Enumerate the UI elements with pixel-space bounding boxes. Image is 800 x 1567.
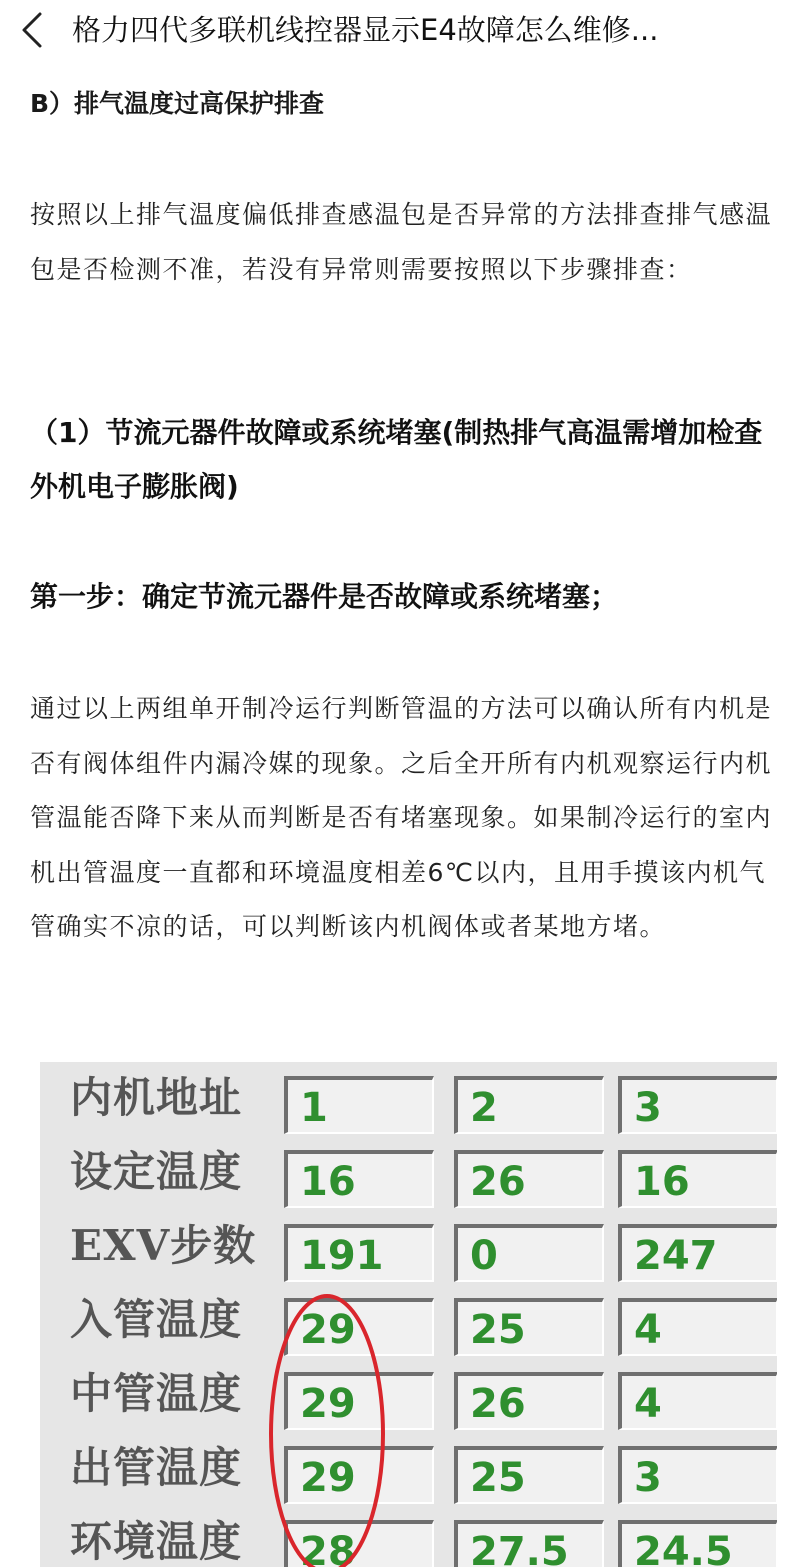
value-cell bbox=[618, 1076, 777, 1134]
row-label: 设定温度 bbox=[70, 1147, 243, 1196]
value-cell bbox=[618, 1150, 777, 1208]
cell-value: 2 bbox=[470, 1085, 498, 1131]
value-cell bbox=[454, 1150, 604, 1208]
value-cell bbox=[284, 1224, 434, 1282]
value-cell bbox=[618, 1298, 777, 1356]
value-cell bbox=[284, 1372, 434, 1430]
cell-value: 26 bbox=[470, 1159, 526, 1205]
cell-value: 24.5 bbox=[634, 1529, 733, 1567]
cell-value: 247 bbox=[634, 1233, 718, 1279]
value-cell bbox=[454, 1224, 604, 1282]
cell-value: 1 bbox=[300, 1085, 328, 1131]
section-title: B）排气温度过高保护排查 bbox=[30, 89, 325, 118]
page-title: 格力四代多联机线控器显示E4故障怎么维修... bbox=[72, 13, 659, 47]
row-label: EXV步数 bbox=[70, 1221, 257, 1270]
top-bar bbox=[0, 0, 800, 62]
article-paragraph-1: 按照以上排气温度偏低排查感温包是否异常的方法排查排气感温包是否检测不准，若没有异常则需要按照以下步骤排查： bbox=[30, 200, 773, 284]
cell-value: 3 bbox=[634, 1455, 662, 1501]
cell-value: 26 bbox=[470, 1381, 526, 1427]
table-row bbox=[40, 1062, 777, 1136]
article-heading-2: 第一步：确定节流元器件是否故障或系统堵塞； bbox=[30, 580, 619, 613]
value-cell bbox=[284, 1076, 434, 1134]
cell-value: 29 bbox=[300, 1455, 356, 1501]
row-label: 环境温度 bbox=[70, 1517, 243, 1566]
value-cell bbox=[454, 1520, 604, 1567]
cell-value: 28 bbox=[300, 1529, 356, 1567]
row-label: 出管温度 bbox=[70, 1443, 243, 1492]
value-cell bbox=[454, 1076, 604, 1134]
cell-value: 29 bbox=[300, 1307, 356, 1353]
value-cell bbox=[454, 1446, 604, 1504]
cell-value: 27.5 bbox=[470, 1529, 569, 1567]
cell-value: 4 bbox=[634, 1381, 662, 1427]
table-row bbox=[40, 1432, 777, 1506]
value-cell bbox=[284, 1150, 434, 1208]
table-row bbox=[40, 1506, 777, 1567]
value-cell bbox=[284, 1446, 434, 1504]
value-cell bbox=[284, 1298, 434, 1356]
table-row bbox=[40, 1136, 777, 1210]
row-label: 中管温度 bbox=[70, 1369, 243, 1418]
value-cell bbox=[284, 1520, 434, 1567]
cell-value: 4 bbox=[634, 1307, 662, 1353]
cell-value: 191 bbox=[300, 1233, 384, 1279]
value-cell bbox=[618, 1520, 777, 1567]
row-label: 内机地址 bbox=[70, 1073, 243, 1122]
article-heading-1: （1）节流元器件故障或系统堵塞(制热排气高温需增加检查外机电子膨胀阀) bbox=[30, 416, 763, 503]
value-cell bbox=[618, 1446, 777, 1504]
cell-value: 16 bbox=[300, 1159, 356, 1205]
cell-value: 25 bbox=[470, 1307, 526, 1353]
value-cell bbox=[618, 1372, 777, 1430]
article-paragraph-2: 通过以上两组单开制冷运行判断管温的方法可以确认所有内机是否有阀体组件内漏冷媒的现象。之后全开所有内机观察运行内机管温能否降下来从而判断是否有堵塞现象。如果制冷运行的室内机出管温度一直都和环境温度相差6℃以内，且用手摸该内机气管确实不凉的话，可以判断该内机阀体或者某地方堵。 bbox=[30, 694, 773, 941]
cell-value: 0 bbox=[470, 1233, 498, 1279]
table-row bbox=[40, 1358, 777, 1432]
value-cell bbox=[454, 1298, 604, 1356]
article-image-status-table bbox=[40, 1062, 777, 1567]
cell-value: 16 bbox=[634, 1159, 690, 1205]
cell-value: 29 bbox=[300, 1381, 356, 1427]
table-row bbox=[40, 1284, 777, 1358]
chevron-left-icon bbox=[16, 10, 52, 50]
value-cell bbox=[454, 1372, 604, 1430]
value-cell bbox=[618, 1224, 777, 1282]
back-button[interactable] bbox=[16, 10, 52, 50]
cell-value: 3 bbox=[634, 1085, 662, 1131]
row-label: 入管温度 bbox=[70, 1295, 243, 1344]
table-row bbox=[40, 1210, 777, 1284]
cell-value: 25 bbox=[470, 1455, 526, 1501]
